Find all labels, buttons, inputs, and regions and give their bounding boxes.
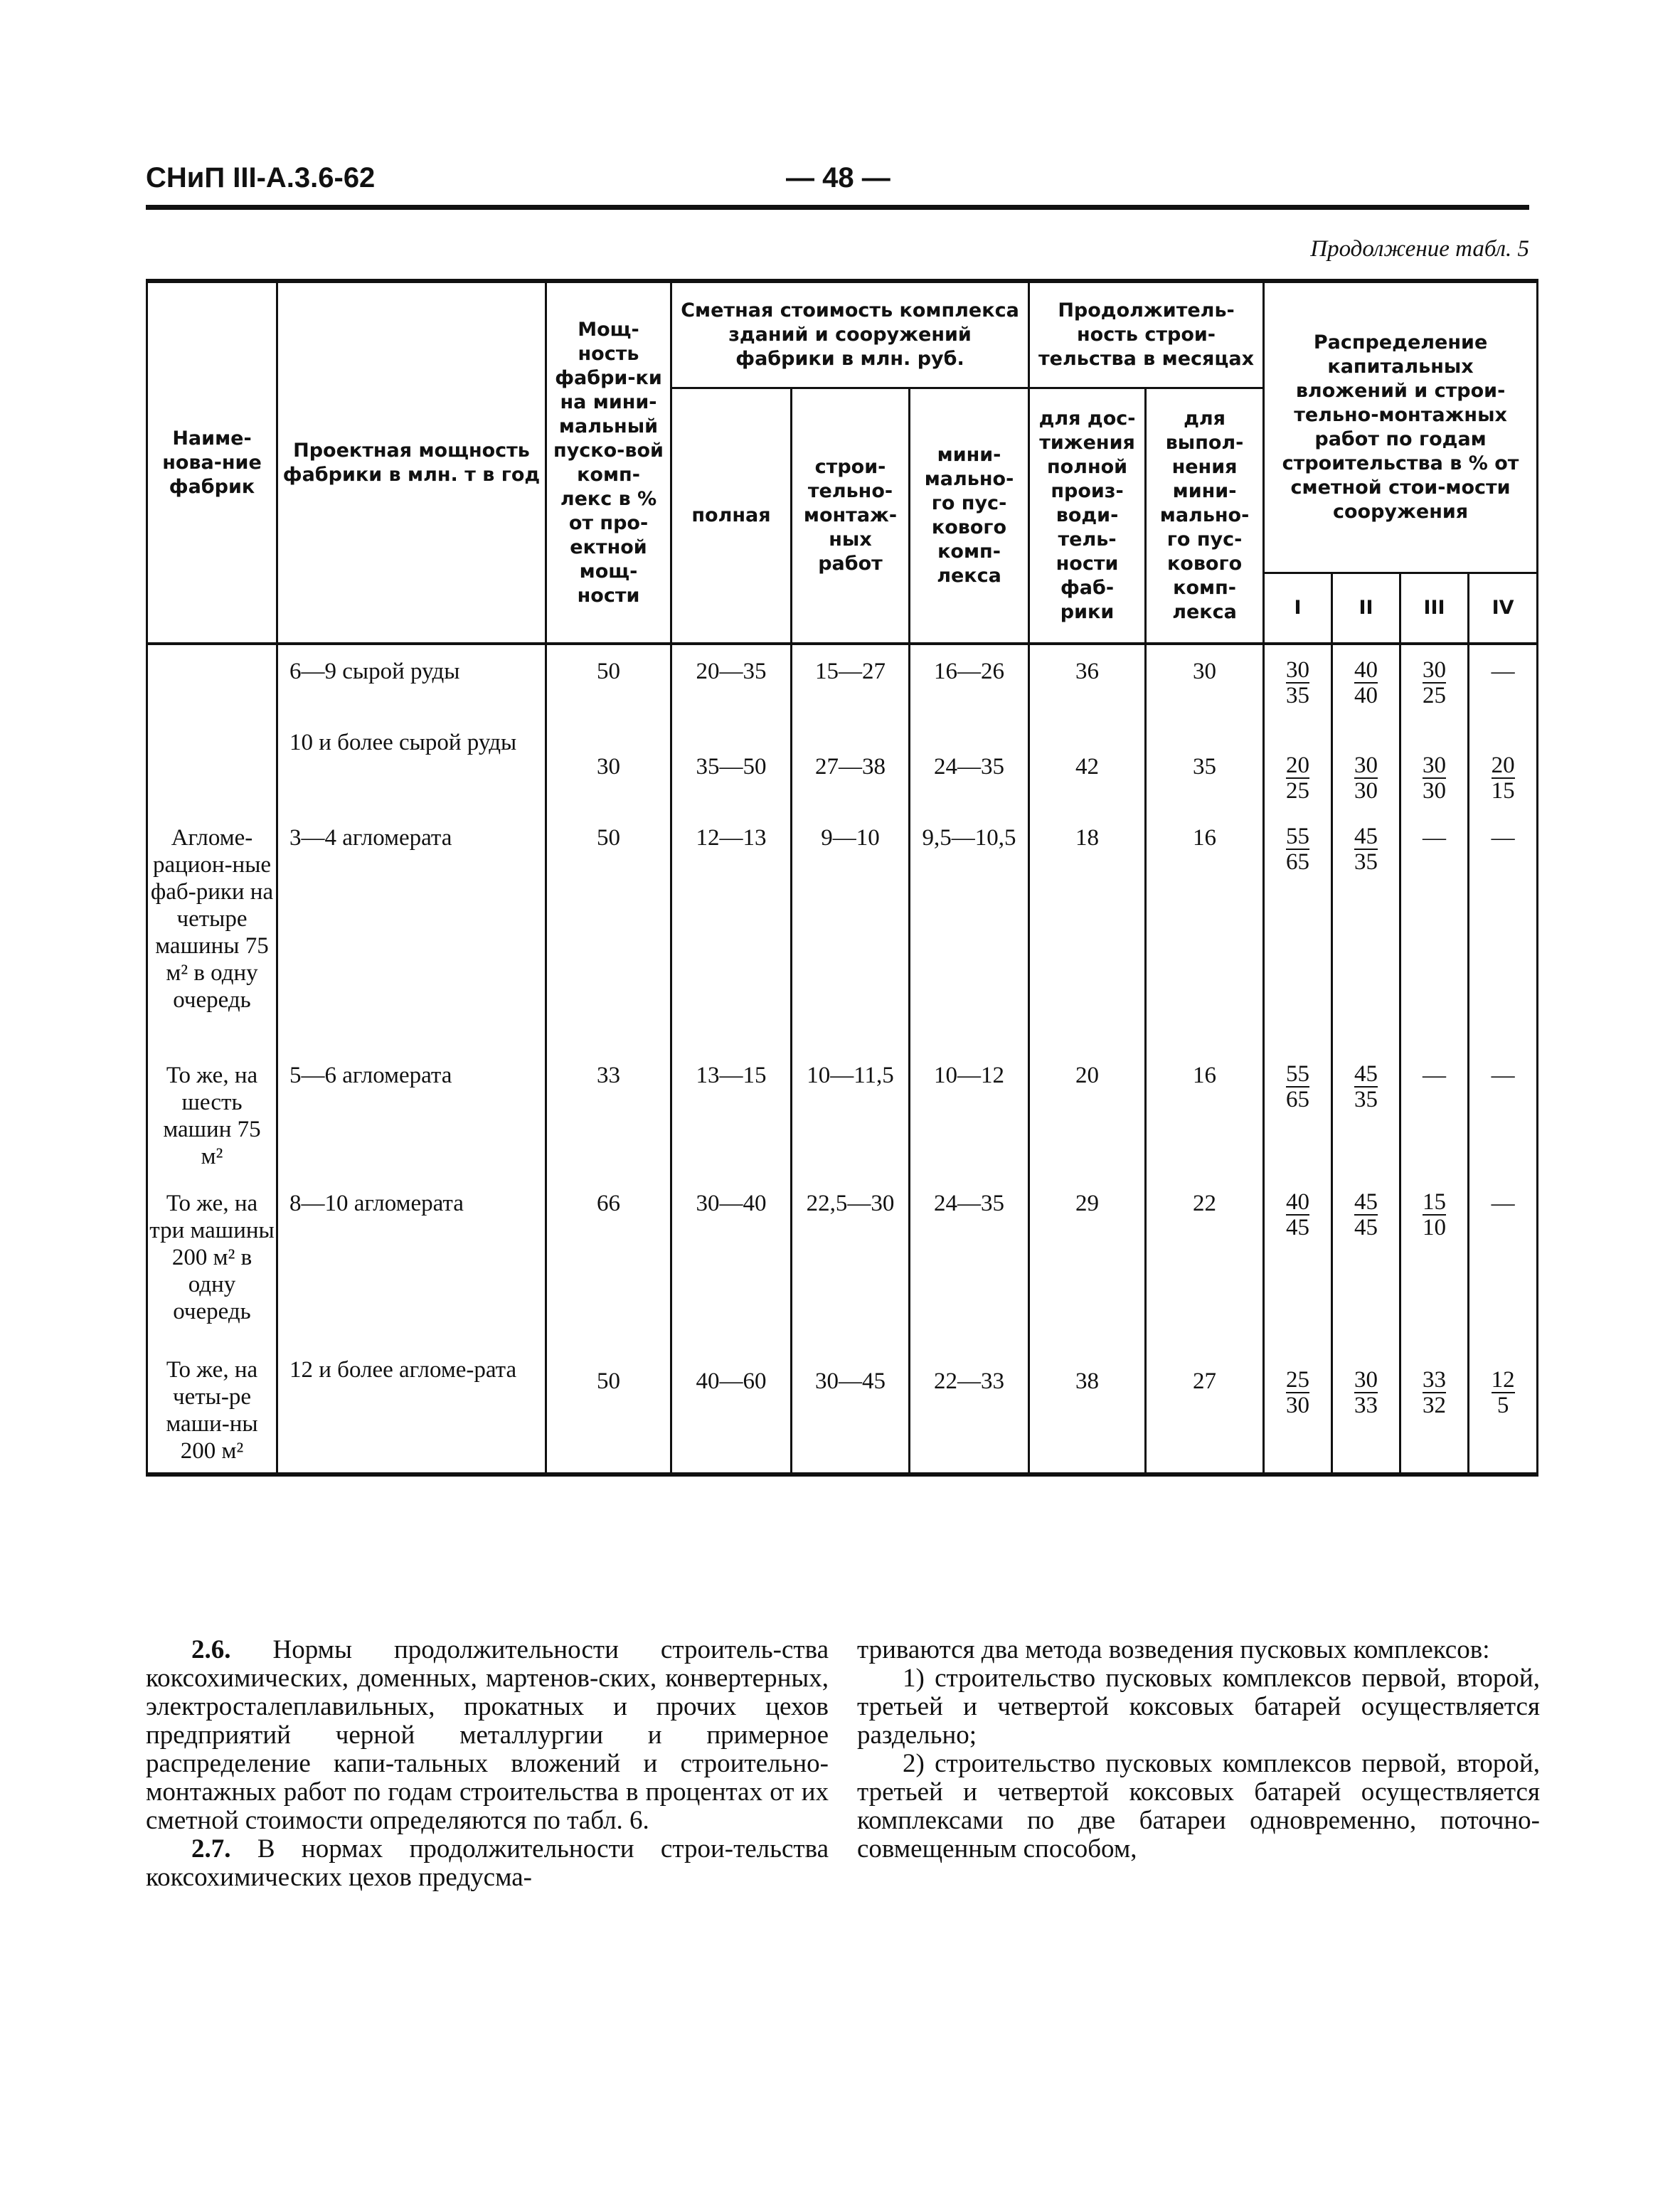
cell-cost-construction: 22,5—30 (792, 1177, 910, 1344)
fraction-numerator: 30 (1354, 753, 1378, 778)
fraction (1492, 753, 1515, 803)
cell-capacity: 6—9 сырой руды (277, 644, 546, 716)
fraction-numerator: 40 (1286, 1189, 1310, 1215)
table-header (147, 281, 1538, 644)
fraction-denominator: 33 (1354, 1393, 1378, 1418)
cell-cost-minimal: 24—35 (910, 716, 1029, 812)
cell-year-4: — (1469, 1177, 1538, 1344)
fraction-numerator: 30 (1423, 753, 1447, 778)
fraction (1423, 1368, 1446, 1418)
fraction (1354, 658, 1378, 708)
fraction-numerator: 55 (1286, 1061, 1310, 1087)
cell-cost-construction: 15—27 (792, 644, 910, 716)
fraction-numerator: 33 (1423, 1367, 1447, 1393)
cell-year-2 (1332, 1049, 1400, 1177)
table-row (147, 1177, 1538, 1344)
fraction-denominator: 65 (1286, 849, 1310, 875)
section-number: 2.7. (191, 1834, 231, 1864)
cell-name (147, 644, 277, 716)
table-caption: Продолжение табл. 5 (1310, 236, 1529, 262)
header-year-2: II (1332, 573, 1400, 644)
fraction-numerator: 15 (1423, 1189, 1447, 1215)
fraction-numerator: 45 (1354, 1061, 1378, 1087)
cell-capacity: 10 и более сырой руды (277, 716, 546, 812)
header-duration-group: Продолжитель-ность строи-тельства в месяцах (1029, 281, 1264, 388)
fraction (1423, 753, 1446, 803)
cell-cost-full: 30—40 (671, 1177, 792, 1344)
text-column-right (857, 1636, 1540, 1864)
fraction-denominator: 45 (1286, 1215, 1310, 1240)
fraction (1354, 1062, 1378, 1112)
cell-duration-full: 29 (1029, 1177, 1146, 1344)
header-duration-minimal: для выпол-нения мини-мально-го пус-кового комп-лекса (1146, 388, 1264, 644)
cell-name: То же, на три машины 200 м² в одну очередь (147, 1177, 277, 1344)
cell-duration-full: 20 (1029, 1049, 1146, 1177)
cell-cost-construction: 30—45 (792, 1344, 910, 1474)
cell-duration-minimal: 16 (1146, 1049, 1264, 1177)
table-row (147, 644, 1538, 716)
body-text (146, 1635, 1540, 1949)
fraction (1286, 1062, 1309, 1112)
cell-year-1 (1264, 1344, 1332, 1474)
paragraph-text: В нормах продолжительности строи-тельства коксохимических цехов предусма- (146, 1834, 829, 1892)
fraction-denominator: 25 (1286, 778, 1310, 804)
fraction-numerator: 12 (1491, 1367, 1515, 1393)
cell-duration-minimal: 27 (1146, 1344, 1264, 1474)
cell-year-4: — (1469, 644, 1538, 716)
cell-year-3 (1400, 1344, 1469, 1474)
cell-duration-minimal: 35 (1146, 716, 1264, 812)
text-column-left (146, 1636, 829, 1892)
table-row (147, 1344, 1538, 1474)
fraction-denominator: 35 (1354, 1087, 1378, 1112)
fraction (1286, 824, 1309, 874)
cell-year-3 (1400, 1177, 1469, 1344)
fraction-denominator: 5 (1496, 1393, 1509, 1418)
cell-year-3 (1400, 716, 1469, 812)
page-number: — 48 — (786, 162, 890, 193)
fraction-denominator: 30 (1423, 778, 1447, 804)
cell-cost-minimal: 16—26 (910, 644, 1029, 716)
list-item: 1) строительство пусковых комплексов первой, второй, третьей и четвертой коксовых батарей осуществляется раздельно; (857, 1664, 1540, 1750)
cell-year-4 (1469, 1344, 1538, 1474)
table-row (147, 812, 1538, 1049)
cell-duration-full: 18 (1029, 812, 1146, 1049)
cell-year-4: — (1469, 1049, 1538, 1177)
header-year-4: IV (1469, 573, 1538, 644)
cell-year-3 (1400, 644, 1469, 716)
fraction-numerator: 30 (1354, 1367, 1378, 1393)
header-cost-minimal: мини-мально-го пус-кового комп-лекса (910, 388, 1029, 644)
header-capacity: Проектная мощность фабрики в млн. т в год (277, 281, 546, 644)
fraction (1423, 658, 1446, 708)
fraction (1423, 1190, 1446, 1240)
fraction-denominator: 32 (1423, 1393, 1447, 1418)
cell-duration-minimal: 22 (1146, 1177, 1264, 1344)
fraction (1354, 1368, 1378, 1418)
fraction (1286, 753, 1309, 803)
cell-duration-full: 36 (1029, 644, 1146, 716)
header-cost-group: Сметная стоимость комплекса зданий и сооружений фабрики в млн. руб. (671, 281, 1029, 388)
header-year-1: I (1264, 573, 1332, 644)
fraction-numerator: 25 (1286, 1367, 1310, 1393)
fraction (1492, 1368, 1515, 1418)
fraction-denominator: 30 (1286, 1393, 1310, 1418)
fraction-numerator: 20 (1286, 753, 1310, 778)
cell-capacity: 8—10 агломерата (277, 1177, 546, 1344)
header-name: Наиме-нова-ние фабрик (147, 281, 277, 644)
cell-name: Агломе-рацион-ные фаб-рики на четыре машины 75 м² в одну очередь (147, 812, 277, 1049)
cell-power: 33 (546, 1049, 671, 1177)
list-item: 2) строительство пусковых комплексов первой, второй, третьей и четвертой коксовых батарей осуществляется комплексами по две батареи одновременно, поточно-совмещенным способом, (857, 1749, 1540, 1864)
fraction-denominator: 65 (1286, 1087, 1310, 1112)
fraction-denominator: 40 (1354, 683, 1378, 708)
cell-cost-construction: 27—38 (792, 716, 910, 812)
cell-duration-full: 42 (1029, 716, 1146, 812)
cell-duration-full: 38 (1029, 1344, 1146, 1474)
fraction-denominator: 15 (1491, 778, 1515, 804)
cell-power: 50 (546, 644, 671, 716)
cell-power: 50 (546, 1344, 671, 1474)
paragraph-continuation: триваются два метода возведения пусковых комплексов: (857, 1635, 1490, 1664)
cell-cost-minimal: 9,5—10,5 (910, 812, 1029, 1049)
cell-name: То же, на четы-ре маши-ны 200 м² (147, 1344, 277, 1474)
header-cost-full: полная (671, 388, 792, 644)
data-table (146, 279, 1538, 1477)
cell-cost-full: 12—13 (671, 812, 792, 1049)
cell-cost-minimal: 24—35 (910, 1177, 1029, 1344)
fraction (1354, 753, 1378, 803)
cell-year-1 (1264, 1049, 1332, 1177)
cell-year-1 (1264, 812, 1332, 1049)
cell-cost-minimal: 10—12 (910, 1049, 1029, 1177)
fraction-numerator: 45 (1354, 824, 1378, 849)
header-distribution-group: Распределение капитальных вложений и строи-тельно-монтажных работ по годам строительства в % от сметной стои-мости сооружения (1264, 281, 1538, 573)
cell-year-2 (1332, 1177, 1400, 1344)
fraction (1354, 1190, 1378, 1240)
cell-year-1 (1264, 1177, 1332, 1344)
fraction-numerator: 20 (1491, 753, 1515, 778)
fraction-numerator: 55 (1286, 824, 1310, 849)
section-number: 2.6. (191, 1635, 231, 1664)
document-code: СНиП III-А.3.6-62 (146, 162, 376, 193)
fraction-denominator: 10 (1423, 1215, 1447, 1240)
fraction-numerator: 40 (1354, 657, 1378, 683)
cell-power: 30 (546, 716, 671, 812)
header-year-3: III (1400, 573, 1469, 644)
cell-year-3: — (1400, 812, 1469, 1049)
header-power: Мощ-ность фабри-ки на мини-мальный пуско-вой комп-лекс в % от про-ектной мощ-ности (546, 281, 671, 644)
cell-year-4: — (1469, 812, 1538, 1049)
cell-capacity: 12 и более агломе-рата (277, 1344, 546, 1474)
paragraph-2-7 (146, 1835, 829, 1892)
cell-capacity: 5—6 агломерата (277, 1049, 546, 1177)
cell-name (147, 716, 277, 812)
cell-year-2 (1332, 716, 1400, 812)
fraction-denominator: 35 (1286, 683, 1310, 708)
cell-power: 66 (546, 1177, 671, 1344)
fraction (1286, 1190, 1309, 1240)
header-cost-construction: строи-тельно-монтаж-ных работ (792, 388, 910, 644)
paragraph-text: Нормы продолжительности строитель-ства коксохимических, доменных, мартенов-ских, конвертерных, электросталеплавильных, прокатных и прочих цехов предприятий черной металлургии и примерное распределение капи-тальных вложений и строительно-монтажных работ по годам строительства в процентах от их сметной стоимости определяются по табл. 6. (146, 1635, 829, 1835)
table-row (147, 1049, 1538, 1177)
cell-year-1 (1264, 716, 1332, 812)
cell-duration-minimal: 16 (1146, 812, 1264, 1049)
cell-duration-minimal: 30 (1146, 644, 1264, 716)
table-row (147, 716, 1538, 812)
cell-year-4 (1469, 716, 1538, 812)
cell-year-2 (1332, 1344, 1400, 1474)
fraction-denominator: 35 (1354, 849, 1378, 875)
cell-year-2 (1332, 644, 1400, 716)
fraction-denominator: 25 (1423, 683, 1447, 708)
fraction-numerator: 45 (1354, 1189, 1378, 1215)
page-header (146, 162, 1529, 210)
cell-year-1 (1264, 644, 1332, 716)
fraction (1286, 1368, 1309, 1418)
cell-cost-full: 35—50 (671, 716, 792, 812)
fraction (1354, 824, 1378, 874)
cell-year-3: — (1400, 1049, 1469, 1177)
paragraph-2-6 (146, 1636, 829, 1835)
cell-cost-full: 40—60 (671, 1344, 792, 1474)
cell-capacity: 3—4 агломерата (277, 812, 546, 1049)
cell-cost-construction: 10—11,5 (792, 1049, 910, 1177)
cell-power: 50 (546, 812, 671, 1049)
cell-cost-full: 13—15 (671, 1049, 792, 1177)
fraction-numerator: 30 (1286, 657, 1310, 683)
cell-cost-full: 20—35 (671, 644, 792, 716)
fraction-denominator: 45 (1354, 1215, 1378, 1240)
fraction-denominator: 30 (1354, 778, 1378, 804)
fraction (1286, 658, 1309, 708)
cell-year-2 (1332, 812, 1400, 1049)
cell-cost-minimal: 22—33 (910, 1344, 1029, 1474)
cell-name: То же, на шесть машин 75 м² (147, 1049, 277, 1177)
header-duration-full: для дос-тижения полной произ-води-тель-ности фаб-рики (1029, 388, 1146, 644)
fraction-numerator: 30 (1423, 657, 1447, 683)
cell-cost-construction: 9—10 (792, 812, 910, 1049)
